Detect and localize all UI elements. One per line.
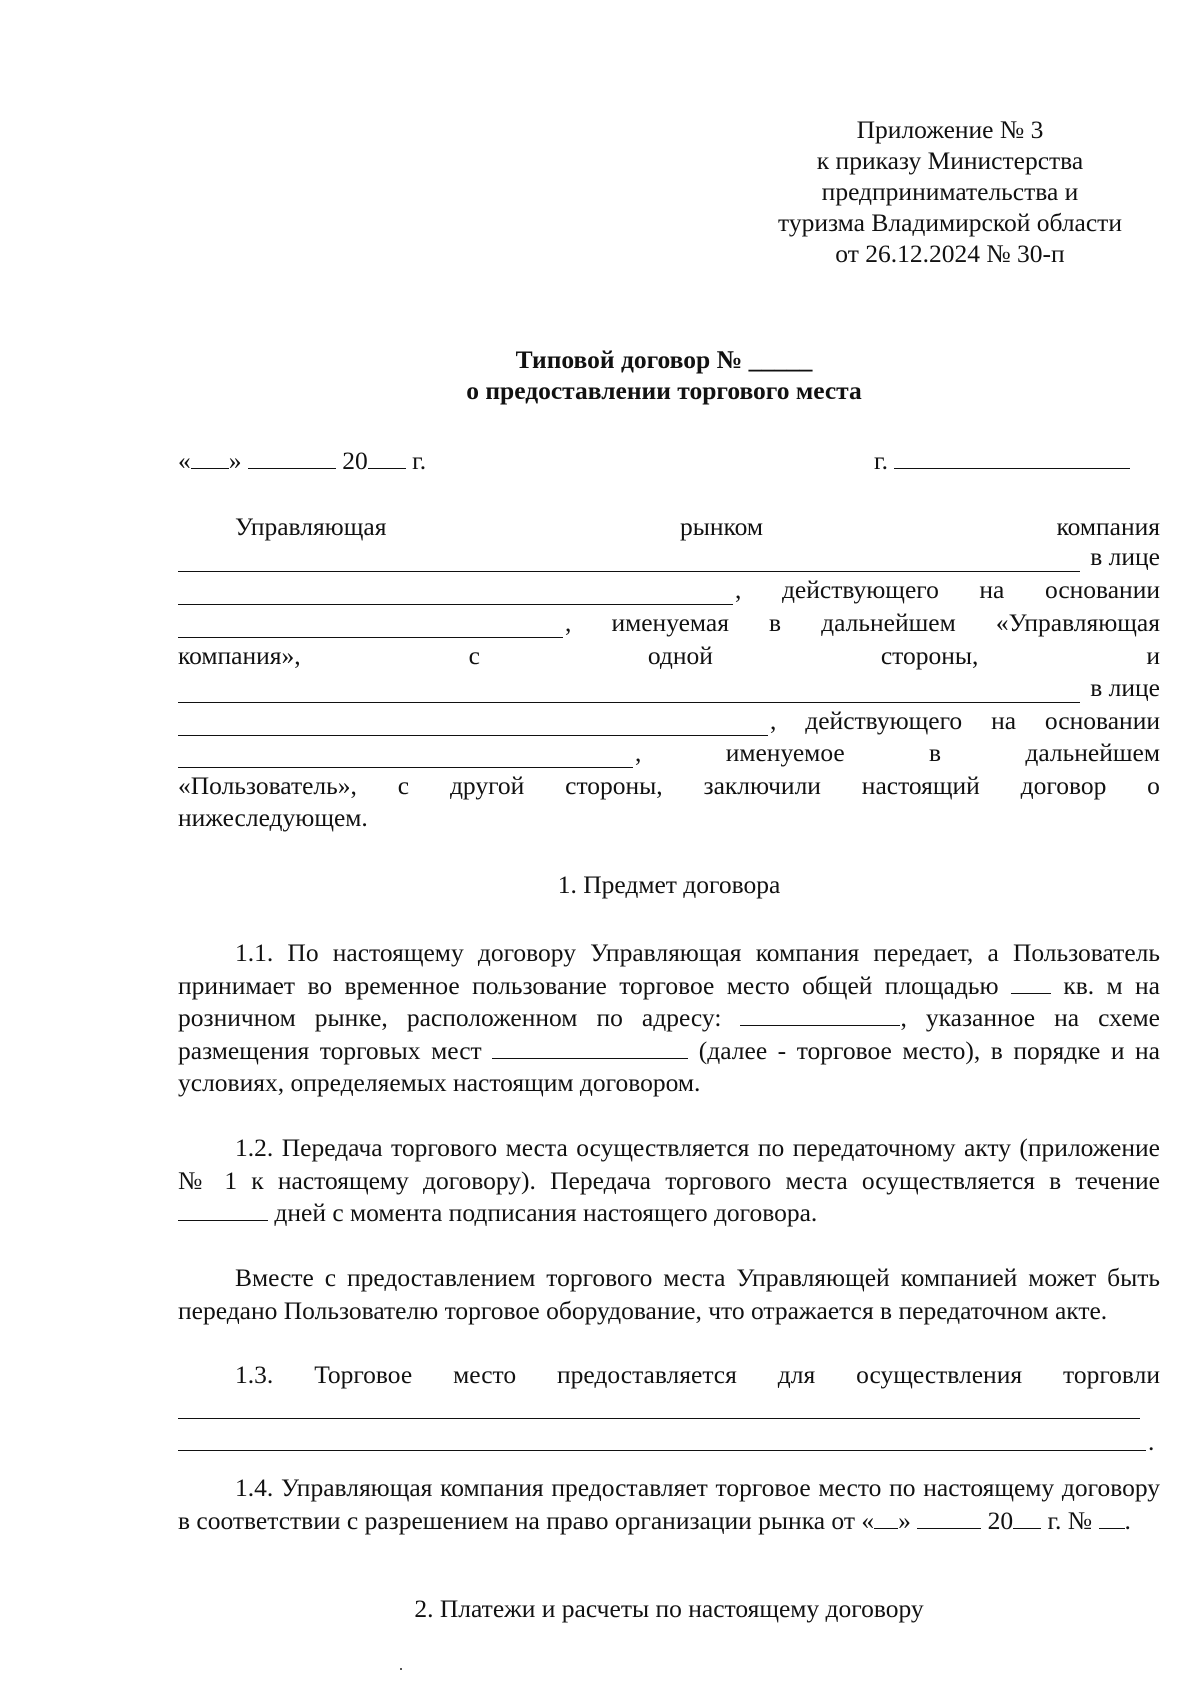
city-line: [874, 446, 1130, 476]
year-blank: [368, 448, 406, 469]
preamble-line-5: компания», с одной стороны, и: [178, 641, 1160, 670]
preamble-line-7: , действующего на основании: [178, 706, 1160, 736]
date-close-quote: »: [228, 446, 242, 475]
date-open-quote: «: [178, 446, 191, 475]
preamble-line-10: нижеследующем.: [178, 803, 368, 832]
clause-1-2: 1.2. Передача торгового места осуществляется по передаточному акту (приложение № 1 к настоящему договору). Передача торгового места осуществляется в течение дней с момента подписания настоящего договора.: [178, 1133, 1160, 1227]
appendix-line-5: от 26.12.2024 № 30-п: [835, 239, 1065, 268]
days-blank: [178, 1200, 268, 1221]
document-subtitle: о предоставлении торгового места: [466, 376, 862, 405]
scheme-blank: [492, 1038, 688, 1059]
permit-year-blank: [1013, 1508, 1041, 1529]
user-representative-blank: [178, 713, 768, 736]
month-blank: [248, 448, 336, 469]
permit-day-blank: [874, 1508, 898, 1529]
clause-1-2-equipment: Вместе с предоставлением торгового места Управляющей компанией может быть передано Пользователю торговое оборудование, что отражается в передаточном акте.: [178, 1263, 1160, 1325]
document-title: Типовой договор № _____: [515, 345, 813, 374]
permit-number-blank: [1099, 1508, 1125, 1529]
appendix-line-2: к приказу Министерства: [816, 146, 1084, 175]
appendix-line-4: туризма Владимирской области: [778, 208, 1122, 237]
permit-month-blank: [917, 1508, 981, 1529]
day-blank: [191, 448, 229, 469]
preamble-line-4: , именуемая в дальнейшем «Управляющая: [178, 608, 1160, 638]
appendix-header: [700, 114, 1200, 269]
area-blank: [1011, 973, 1051, 994]
appendix-line-1: Приложение № 3: [856, 115, 1044, 144]
preamble-line-1: Управляющая рынком компания: [235, 512, 1160, 541]
city-prefix: г.: [874, 446, 888, 475]
clause-1-3-end: .: [1148, 1427, 1155, 1456]
preamble-line-8: , именуемое в дальнейшем: [178, 738, 1160, 768]
section-1-heading: 1. Предмет договора: [557, 870, 781, 899]
year-prefix: 20: [342, 446, 368, 475]
city-blank: [894, 448, 1130, 469]
clause-1-1: 1.1. По настоящему договору Управляющая компания передает, а Пользователь принимает во временное пользование торговое место общей площадью кв. м на розничном рынке, расположенном по адресу: , указанное на схеме размещения торговых мест (далее - торговое место), в порядке и на условиях, определяемых настоящим договором.: [178, 938, 1160, 1097]
preamble-line-3: , действующего на основании: [178, 575, 1160, 605]
preamble-line-2: в лице: [178, 542, 1160, 572]
address-blank: [740, 1005, 900, 1026]
trade-type-blank-1: [178, 1396, 1140, 1419]
company-name-blank: [178, 549, 1080, 572]
representative-blank: [178, 582, 733, 605]
section-2-heading: 2. Платежи и расчеты по настоящему договору: [414, 1594, 924, 1623]
preamble-line-6: в лице: [178, 673, 1160, 703]
trade-type-blank-2: [178, 1428, 1146, 1451]
appendix-line-3: предпринимательства и: [821, 177, 1079, 206]
preamble-line-9: «Пользователь», с другой стороны, заключили настоящий договор о: [178, 771, 1160, 800]
date-line: [178, 446, 426, 476]
user-name-blank: [178, 680, 1080, 703]
year-suffix: г.: [412, 446, 427, 475]
scan-speck: [400, 1668, 402, 1670]
clause-1-3: 1.3. Торговое место предоставляется для осуществления торговли: [235, 1360, 1160, 1389]
clause-1-4: 1.4. Управляющая компания предоставляет торговое место по настоящему договору в соответствии с разрешением на право организации рынка от « » 20 г. № .: [178, 1473, 1160, 1535]
user-basis-blank: [178, 745, 633, 768]
basis-blank-1: [178, 615, 563, 638]
